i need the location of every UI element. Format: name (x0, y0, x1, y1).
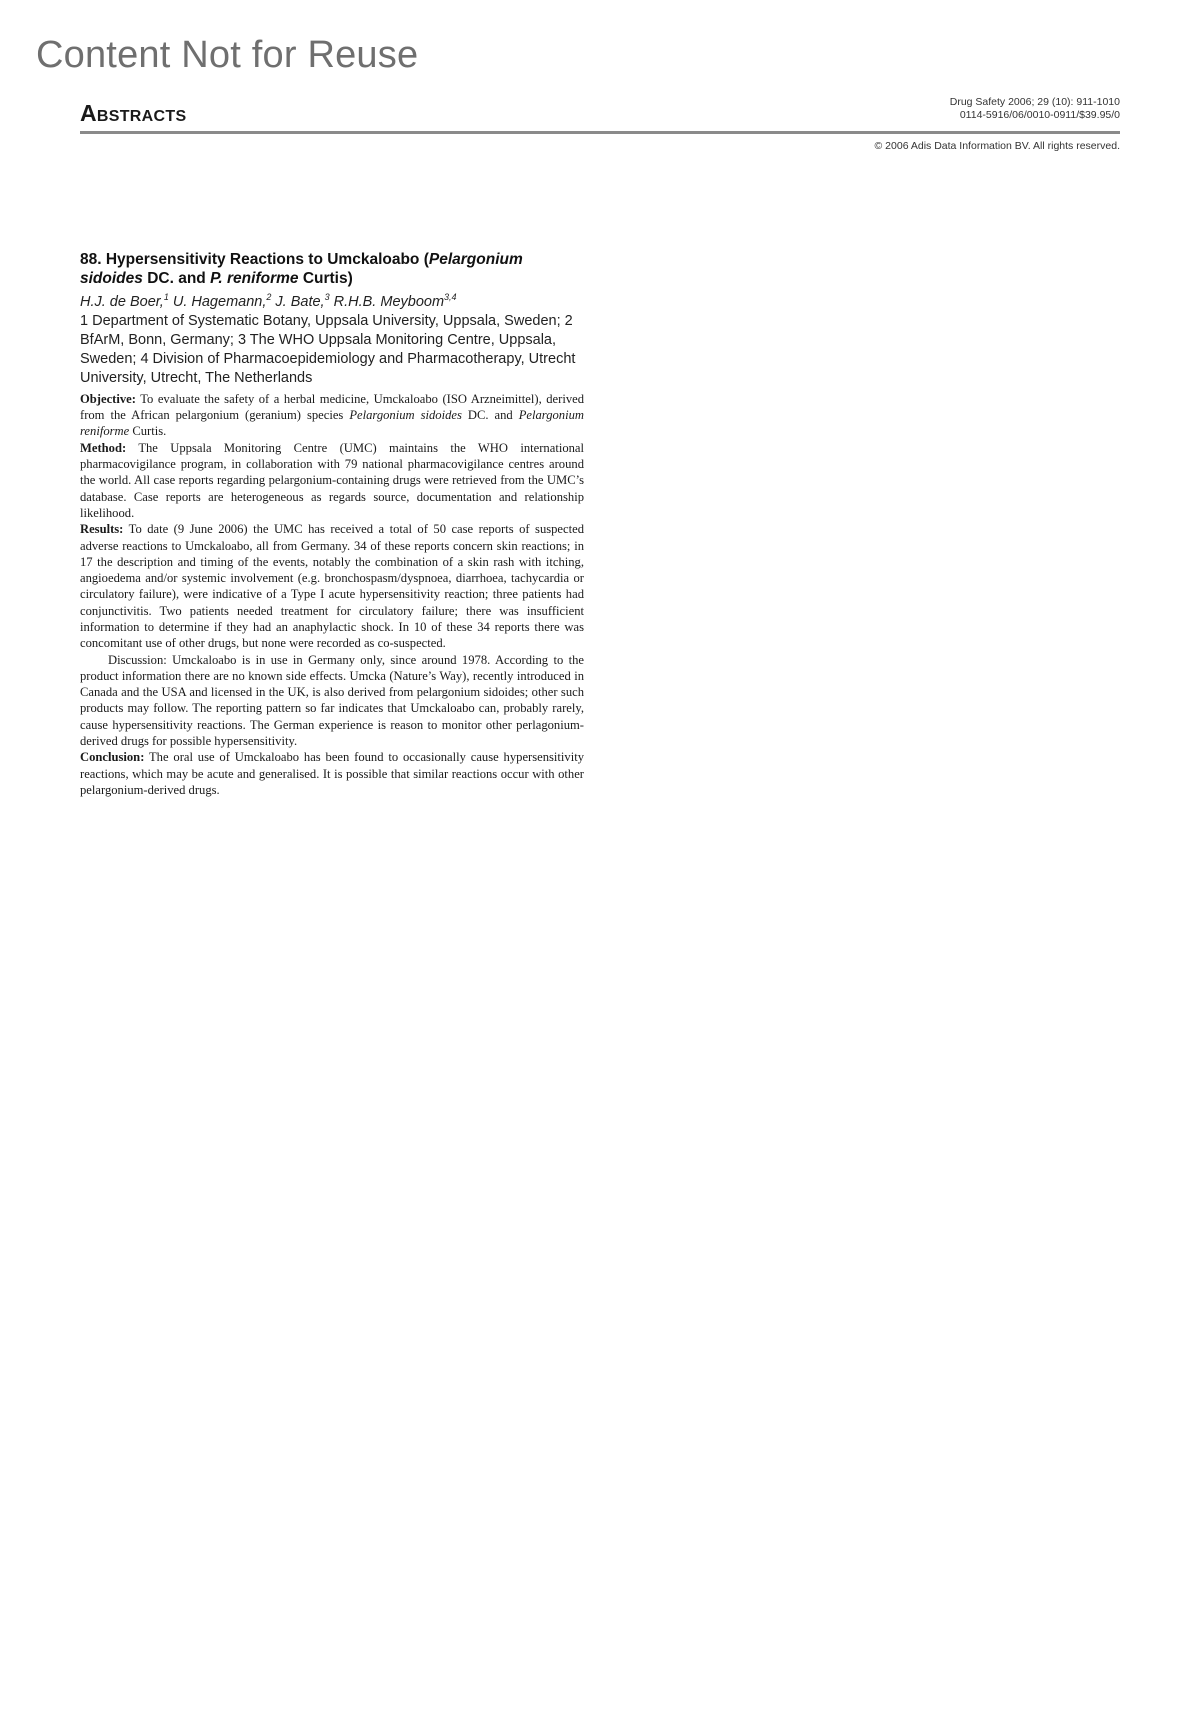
author-affil-ref: 1 (163, 292, 169, 302)
conclusion-label: Conclusion: (80, 750, 145, 765)
author-affil-ref: 3,4 (444, 292, 457, 302)
page-header (80, 96, 1120, 136)
author-affil-ref: 3 (324, 292, 330, 302)
method-text: The Uppsala Monitoring Centre (UMC) maintains the WHO international pharmacovigilance program, in collaboration with 79 national pharmacovigilance centres around the world. All case reports regarding pelargonium-containing drugs were retrieved from the UMC’s database. Case reports are heterogeneous as regards source, documentation and relationship likelihood. (80, 440, 584, 520)
author-name: U. Hagemann, (168, 293, 267, 310)
objective-text: Curtis. (129, 424, 167, 439)
objective-paragraph (80, 391, 584, 440)
results-text: To date (9 June 2006) the UMC has received a total of 50 case reports of suspected adverse reactions to Umckaloabo, all from Germany. 34 of these reports concern skin reactions; in 17 the description and timing of the events, notably the combination of a skin rash with itching, angioedema and/or systemic involvement (e.g. bronchospasm/dyspnoea, diarrhoea, tachycardia or circulatory failure), were indicative of a Type I acute hypersensitivity reaction; three patients had conjunctivitis. Two patients needed treatment for circulatory failure; there was insufficient information to determine if they had an anaphylactic shock. In 10 of these 34 reports there was concomitant use of other drugs, but none were recorded as co-suspected. (80, 522, 584, 651)
objective-species-2: Pelargonium reniforme (80, 408, 584, 439)
journal-citation (950, 96, 1120, 122)
affiliations: 1 Department of Systematic Botany, Uppsala University, Uppsala, Sweden; 2 BfArM, Bonn, Germany; 3 The WHO Uppsala Monitoring Centre, Uppsala, Sweden; 4 Division of Pharmacoepidemiology and Pharmacotherapy, Utrecht University, Utrecht, The Netherlands (80, 312, 576, 386)
objective-species-1: Pelargonium sidoides (349, 408, 462, 423)
author-list (80, 288, 584, 312)
method-paragraph (80, 440, 584, 521)
watermark-text: Content Not for Reuse (36, 34, 419, 76)
journal-line-1: Drug Safety 2006; 29 (10): 911-1010 (949, 96, 1120, 108)
title-part-2: DC. and (142, 270, 211, 287)
title-italic-1: Pelargonium sidoides (80, 251, 523, 287)
conclusion-text: The oral use of Umckaloabo has been found to occasionally cause hypersensitivity reactions, which may be acute and generalised. It is possible that similar reactions occur with other pelargonium-derived drugs. (80, 750, 584, 797)
copyright-notice: © 2006 Adis Data Information BV. All rights reserved. (874, 140, 1120, 152)
section-title: Abstracts (80, 100, 187, 126)
header-rule (80, 131, 1120, 134)
author-name: R.H.B. Meyboom (329, 293, 445, 310)
author-name: H.J. de Boer, (80, 293, 164, 310)
abstract-title (80, 250, 584, 288)
objective-label: Objective: (80, 391, 136, 406)
discussion-paragraph: Discussion: Umckaloabo is in use in Germany only, since around 1978. According to the product information there are no known side effects. Umcka (Nature’s Way), recently introduced in Canada and the USA and licensed in the UK, is also derived from pelargonium sidoides; other such products may follow. The reporting pattern so far indicates that Umckaloabo can, probably rarely, cause hypersensitivity reactions. The German experience is reason to monitor other perlagonium-derived drugs for possible hypersensitivity. (80, 652, 584, 749)
author-name: J. Bate, (271, 293, 325, 310)
title-part-3: Curtis) (298, 270, 353, 287)
title-italic-2: P. reniforme (210, 270, 299, 287)
results-paragraph (80, 521, 584, 651)
conclusion-paragraph (80, 749, 584, 798)
objective-text: DC. and (461, 408, 519, 423)
objective-text: To evaluate the safety of a herbal medicine, Umckaloabo (ISO Arzneimittel), derived from the African pelargonium (geranium) species (80, 391, 584, 423)
results-label: Results: (80, 522, 124, 537)
title-part-1: 88. Hypersensitivity Reactions to Umckaloabo ( (80, 251, 429, 268)
author-affil-ref: 2 (266, 292, 272, 302)
method-label: Method: (80, 440, 127, 455)
journal-line-2: 0114-5916/06/0010-0911/$39.95/0 (959, 109, 1120, 121)
abstract-block (80, 250, 584, 798)
